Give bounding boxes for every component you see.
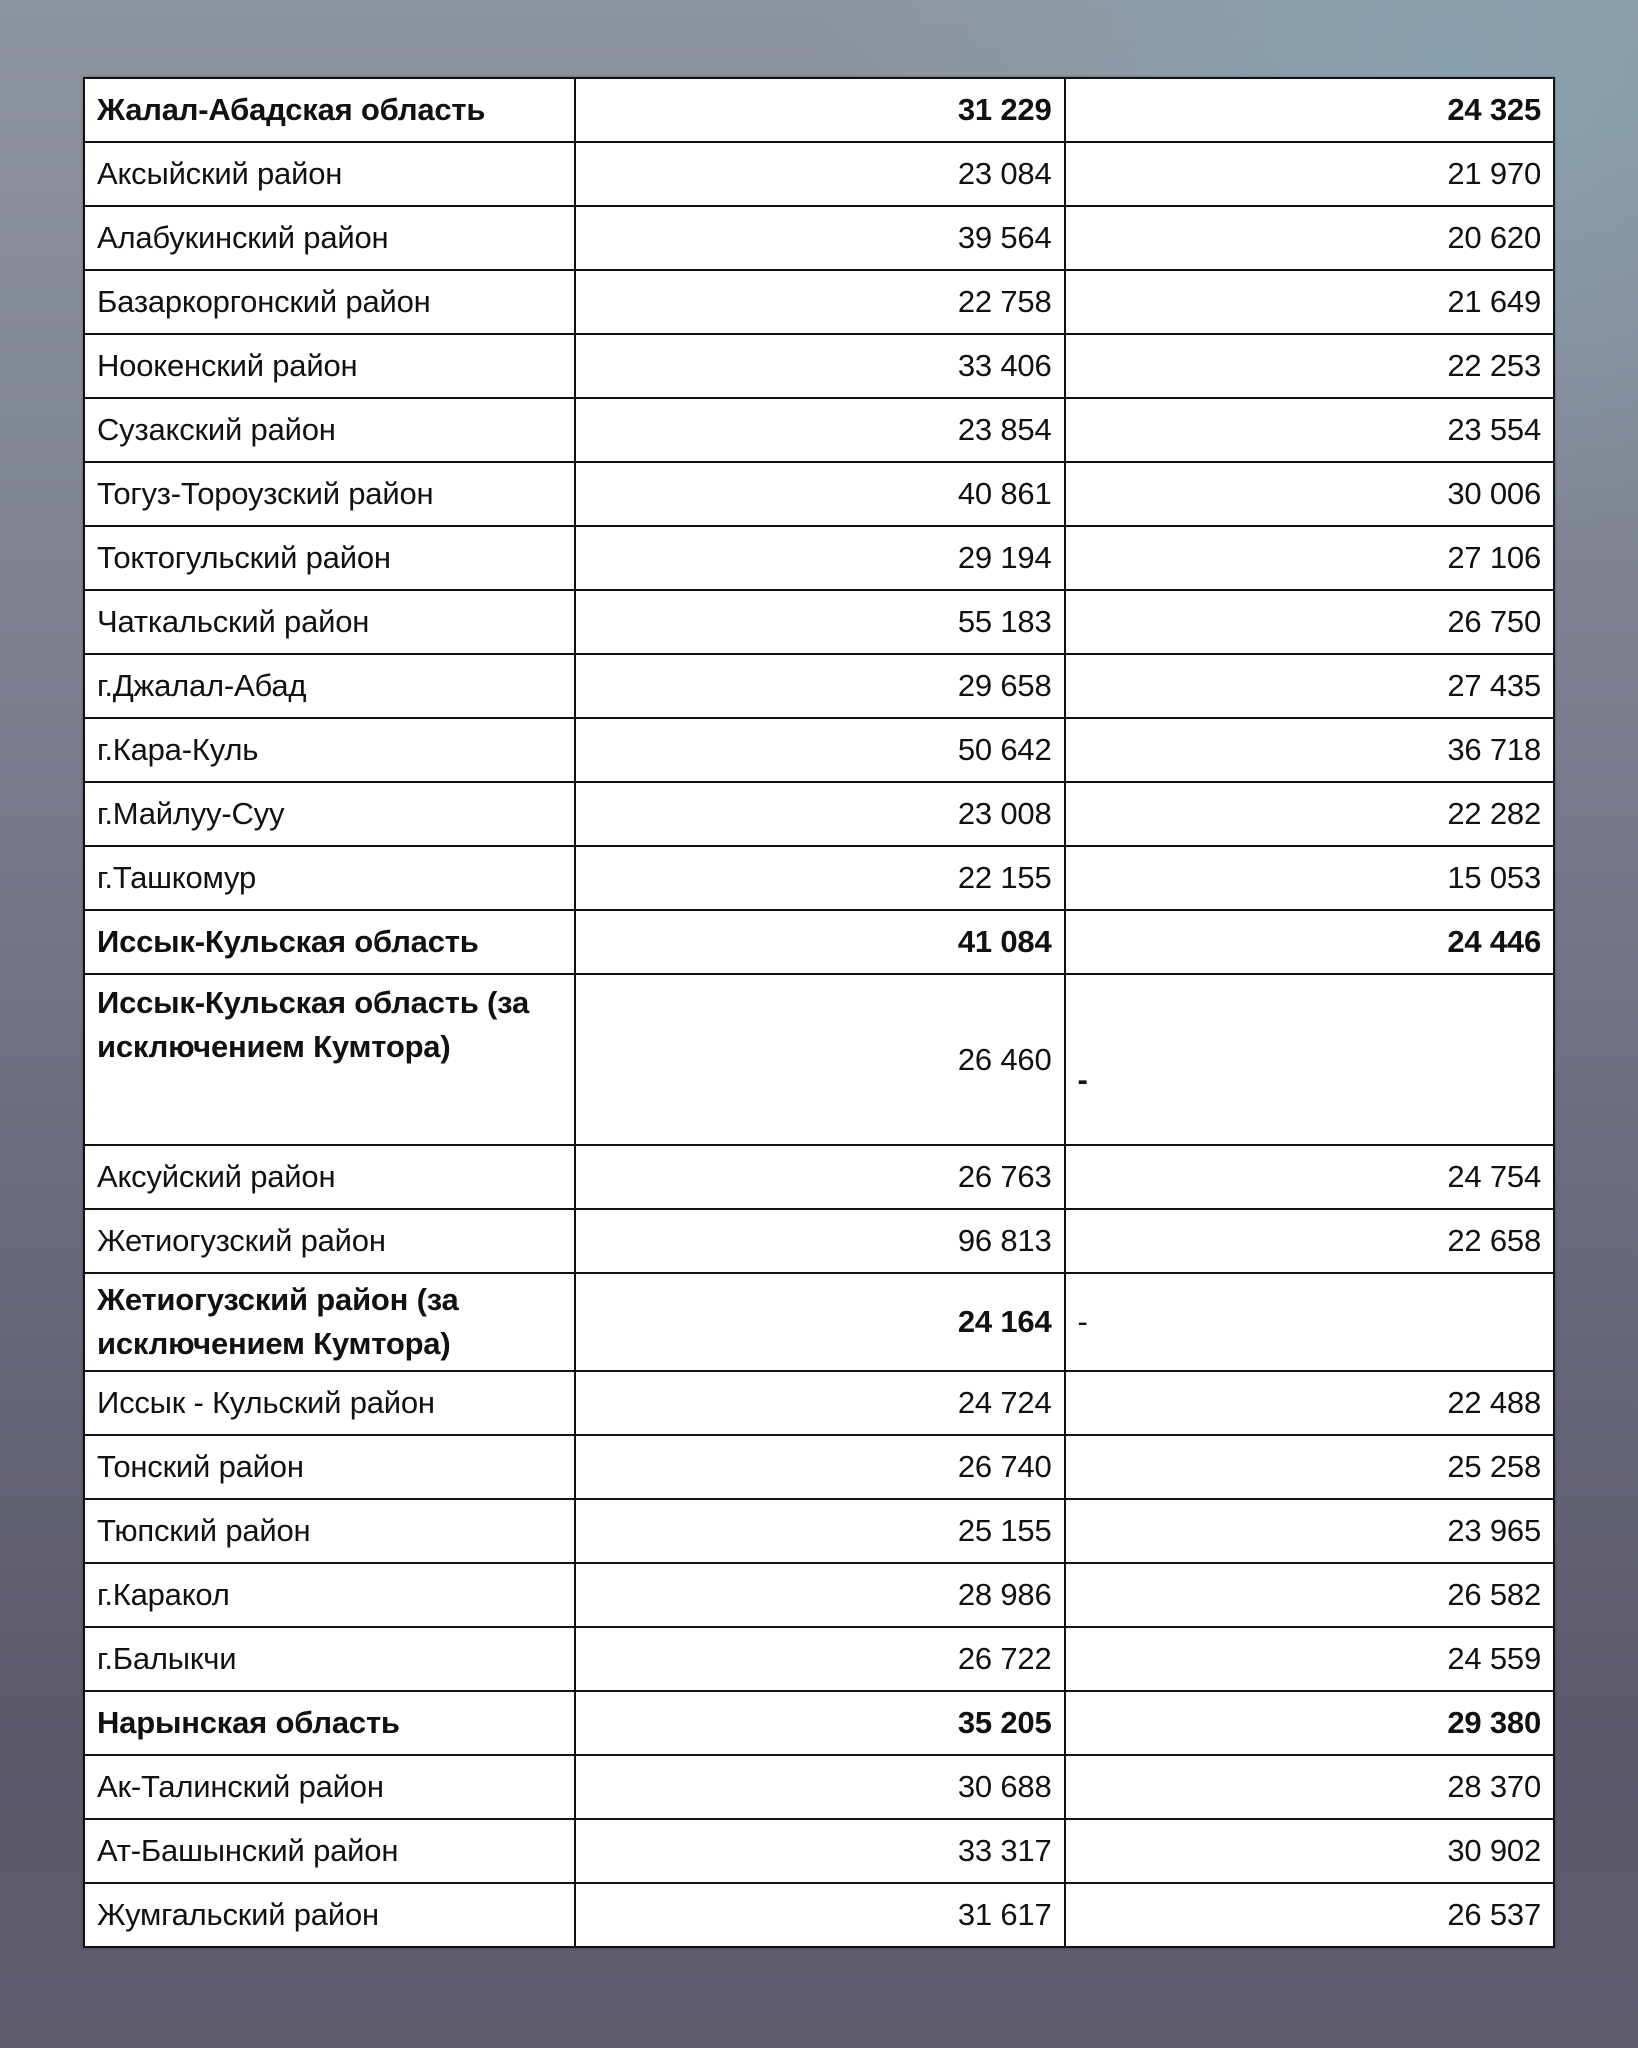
row-value-2: 26 582 xyxy=(1065,1563,1555,1627)
table-row xyxy=(84,718,1554,782)
row-name: Базаркоргонский район xyxy=(84,270,575,334)
row-value-1: 22 758 xyxy=(575,270,1065,334)
row-value-2: 21 970 xyxy=(1065,142,1555,206)
table-row xyxy=(84,1755,1554,1819)
row-name: Тогуз-Тороузский район xyxy=(84,462,575,526)
row-value-2: 24 446 xyxy=(1065,910,1555,974)
row-name: г.Каракол xyxy=(84,1563,575,1627)
row-name: г.Балыкчи xyxy=(84,1627,575,1691)
row-value-2: 24 754 xyxy=(1065,1145,1555,1209)
row-value-1: 26 740 xyxy=(575,1435,1065,1499)
row-name: Жалал-Абадская область xyxy=(84,78,575,142)
table-row-region xyxy=(84,1691,1554,1755)
row-name: Иссык - Кульский район xyxy=(84,1371,575,1435)
row-name: Чаткальский район xyxy=(84,590,575,654)
table-row xyxy=(84,1435,1554,1499)
row-value-1: 41 084 xyxy=(575,910,1065,974)
row-name: Жумгальский район xyxy=(84,1883,575,1947)
row-name: Иссык-Кульская область (за исключением Кумтора) xyxy=(84,974,575,1145)
row-name: Жетиогузский район xyxy=(84,1209,575,1273)
table-row xyxy=(84,1819,1554,1883)
table-row xyxy=(84,590,1554,654)
row-value-2: 28 370 xyxy=(1065,1755,1555,1819)
table-row-exclusion xyxy=(84,1273,1554,1371)
regional-data-table xyxy=(83,77,1555,1948)
row-name: г.Ташкомур xyxy=(84,846,575,910)
row-name: Сузакский район xyxy=(84,398,575,462)
row-value-2: 21 649 xyxy=(1065,270,1555,334)
row-value-1: 33 317 xyxy=(575,1819,1065,1883)
row-name: Ноокенский район xyxy=(84,334,575,398)
row-value-2: 26 537 xyxy=(1065,1883,1555,1947)
row-value-1: 29 194 xyxy=(575,526,1065,590)
table-row xyxy=(84,782,1554,846)
row-value-1: 31 229 xyxy=(575,78,1065,142)
row-value-2: 22 488 xyxy=(1065,1371,1555,1435)
row-value-1: 23 084 xyxy=(575,142,1065,206)
table-row xyxy=(84,270,1554,334)
row-name: Ат-Башынский район xyxy=(84,1819,575,1883)
row-value-2: 25 258 xyxy=(1065,1435,1555,1499)
row-name: Тюпский район xyxy=(84,1499,575,1563)
row-value-2: 22 658 xyxy=(1065,1209,1555,1273)
row-value-2: 27 106 xyxy=(1065,526,1555,590)
row-name: Иссык-Кульская область xyxy=(84,910,575,974)
table-row xyxy=(84,1145,1554,1209)
row-name: Аксуйский район xyxy=(84,1145,575,1209)
row-value-2: 15 053 xyxy=(1065,846,1555,910)
row-value-2: 36 718 xyxy=(1065,718,1555,782)
table-row xyxy=(84,462,1554,526)
row-value-2: 24 559 xyxy=(1065,1627,1555,1691)
row-value-1: 40 861 xyxy=(575,462,1065,526)
row-value-2: 30 006 xyxy=(1065,462,1555,526)
row-name: Токтогульский район xyxy=(84,526,575,590)
row-value-1: 33 406 xyxy=(575,334,1065,398)
row-value-1: 39 564 xyxy=(575,206,1065,270)
row-value-1: 26 460 xyxy=(575,974,1065,1145)
row-value-2: 23 554 xyxy=(1065,398,1555,462)
row-name: Алабукинский район xyxy=(84,206,575,270)
table-row xyxy=(84,1563,1554,1627)
table-row xyxy=(84,206,1554,270)
row-value-1: 50 642 xyxy=(575,718,1065,782)
table-row xyxy=(84,1627,1554,1691)
row-value-1: 25 155 xyxy=(575,1499,1065,1563)
row-name: Нарынская область xyxy=(84,1691,575,1755)
table-row xyxy=(84,1371,1554,1435)
table-row-exclusion xyxy=(84,974,1554,1145)
row-value-1: 29 658 xyxy=(575,654,1065,718)
row-value-2: - xyxy=(1065,974,1555,1145)
row-value-1: 24 724 xyxy=(575,1371,1065,1435)
row-value-1: 31 617 xyxy=(575,1883,1065,1947)
table-row xyxy=(84,398,1554,462)
row-value-1: 26 722 xyxy=(575,1627,1065,1691)
row-value-1: 55 183 xyxy=(575,590,1065,654)
row-value-1: 22 155 xyxy=(575,846,1065,910)
table-row xyxy=(84,1883,1554,1947)
row-value-1: 23 008 xyxy=(575,782,1065,846)
row-name: г.Майлуу-Суу xyxy=(84,782,575,846)
table-row-region xyxy=(84,78,1554,142)
row-value-1: 26 763 xyxy=(575,1145,1065,1209)
row-name: Тонский район xyxy=(84,1435,575,1499)
table-row xyxy=(84,654,1554,718)
row-value-2: 22 253 xyxy=(1065,334,1555,398)
row-value-2: 27 435 xyxy=(1065,654,1555,718)
row-value-1: 28 986 xyxy=(575,1563,1065,1627)
row-value-1: 30 688 xyxy=(575,1755,1065,1819)
row-name: Аксыйский район xyxy=(84,142,575,206)
row-name: Жетиогузский район (за исключением Кумтора) xyxy=(84,1273,575,1371)
row-value-1: 96 813 xyxy=(575,1209,1065,1273)
row-value-2: 30 902 xyxy=(1065,1819,1555,1883)
row-value-1: 35 205 xyxy=(575,1691,1065,1755)
table-row xyxy=(84,142,1554,206)
table-row xyxy=(84,846,1554,910)
row-value-2: 24 325 xyxy=(1065,78,1555,142)
row-value-1: 23 854 xyxy=(575,398,1065,462)
row-value-2: 23 965 xyxy=(1065,1499,1555,1563)
table-row xyxy=(84,1209,1554,1273)
table-row xyxy=(84,334,1554,398)
row-value-2: - xyxy=(1065,1273,1555,1371)
row-value-2: 20 620 xyxy=(1065,206,1555,270)
row-value-2: 26 750 xyxy=(1065,590,1555,654)
row-value-1: 24 164 xyxy=(575,1273,1065,1371)
row-value-2: 29 380 xyxy=(1065,1691,1555,1755)
table-row-region xyxy=(84,910,1554,974)
row-name: Ак-Талинский район xyxy=(84,1755,575,1819)
table-row xyxy=(84,1499,1554,1563)
row-name: г.Кара-Куль xyxy=(84,718,575,782)
table-row xyxy=(84,526,1554,590)
row-name: г.Джалал-Абад xyxy=(84,654,575,718)
row-value-2: 22 282 xyxy=(1065,782,1555,846)
